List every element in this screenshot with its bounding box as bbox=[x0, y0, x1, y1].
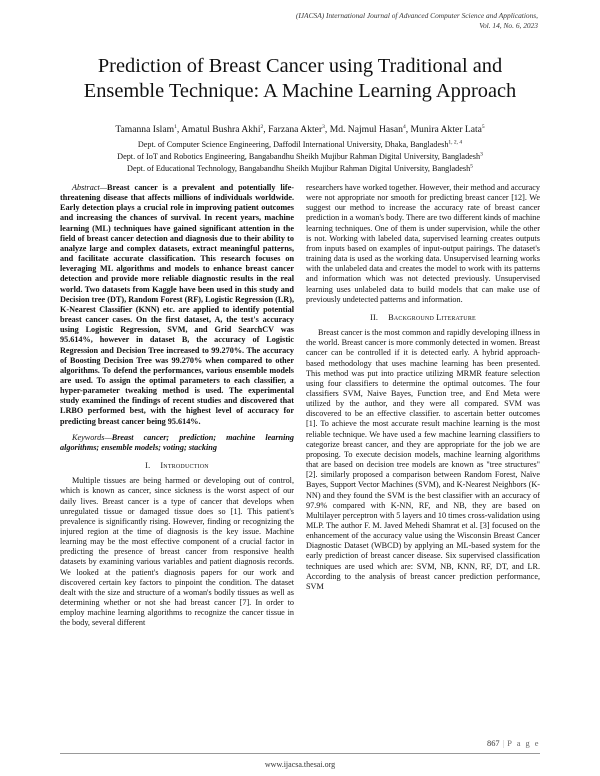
affiliation: Dept. of Computer Science Engineering, Daffodil International University, Dhaka, Bangladesh$^{1, 2, 4}$ bbox=[137, 139, 463, 149]
abstract-text: Breast cancer is a prevalent and potentially life-threatening disease that affects millions of individuals worldwide. Early detection plays a crucial role in improving patient outcomes and increasing the chances of survival. In recent years, machine learning (ML) techniques have gained significant attention in the field of breast cancer detection and diagnosis due to their ability to analyze large and complex datasets, extract meaningful patterns, and facilitate accurate classification. This research focuses on leveraging ML algorithms and models to enhance breast cancer detection and provide more reliable diagnostic results in the real world. Two datasets from Kaggle have been used in this study and Decision tree (DT), Random Forest (RF), Logistic Regression (LR), K-Nearest Classifier (KNN) etc. are applied to identify potential breast cancer cases. On the first dataset, A, the test's accuracy using Logistic Regression, SVM, and Grid SearchCV was 95.614%, however in dataset B, the accuracy of Logistic Regression and Decision Tree increased to 99.270%. The accuracy of Boosting Decision Tree was 99.270% when compared to other algorithms. To defend the performances, various ensemble models are used. To assign the optimal parameters to each classifier, a hyper-parameter tweaking method is used. The experimental study examined the findings of recent studies and discovered that LRBO performed best, with the highest level of accuracy for predicting breast cancer being 95.614%. bbox=[60, 183, 294, 426]
author-affil-marker: 5 bbox=[481, 123, 485, 130]
author-name: Md. Najmul Hasan bbox=[329, 124, 403, 135]
right-column bbox=[306, 183, 540, 592]
section-heading-introduction bbox=[60, 461, 294, 471]
journal-name: (IJACSA) International Journal of Advanced Computer Science and Applications, bbox=[295, 11, 538, 20]
keywords bbox=[60, 433, 294, 453]
page-number-box bbox=[487, 739, 540, 748]
section-title: Introduction bbox=[160, 461, 209, 471]
author-list: Tamanna Islam$^1$, Amatul Bushra Akhi$^2$, Farzana Akter$^3$, Md. Najmul Hasan$^4$, Munira Akter Lata$^5$ bbox=[115, 123, 485, 135]
section-number: II. bbox=[370, 312, 379, 322]
affiliation-list bbox=[40, 139, 560, 175]
author-affil-marker: 2 bbox=[260, 123, 264, 130]
abstract bbox=[60, 183, 294, 427]
author-name: Farzana Akter bbox=[268, 124, 323, 135]
paper-title-line-2: Ensemble Technique: A Machine Learning Approach bbox=[83, 80, 517, 102]
paper-title bbox=[40, 54, 560, 104]
left-column bbox=[60, 183, 294, 629]
affiliation: Dept. of Educational Technology, Bangabandhu Sheikh Mujibur Rahman Digital University, Bangladesh$^5$ bbox=[127, 163, 473, 173]
page-number: 867 bbox=[487, 739, 500, 748]
author-affil-marker: 4 bbox=[402, 123, 406, 130]
footer-divider bbox=[60, 753, 540, 754]
affiliation: Dept. of IoT and Robotics Engineering, Bangabandhu Sheikh Mujibur Rahman Digital University, Bangladesh$^3$ bbox=[117, 151, 483, 161]
page-label: P a g e bbox=[507, 739, 540, 748]
author-affil-marker: 3 bbox=[322, 123, 325, 130]
paper-title-line-1: Prediction of Breast Cancer using Traditional and bbox=[97, 55, 503, 77]
journal-volume: Vol. 14, No. 6, 2023 bbox=[479, 21, 538, 30]
affiliation-marker: 1, 2, 4 bbox=[448, 139, 463, 146]
journal-header bbox=[198, 11, 538, 31]
author-name: Munira Akter Lata bbox=[410, 124, 482, 135]
affiliation-marker: 5 bbox=[470, 163, 473, 170]
abstract-label: Abstract— bbox=[72, 183, 108, 192]
author-name: Tamanna Islam bbox=[115, 124, 175, 135]
intro-paragraph: Multiple tissues are being harmed or developing out of control, which is known as cancer, since sickness is the worst aspect of our daily lives. Breast cancer is a type of cancer that develops when unregulated tissue or damaged tissue does so [1]. This patient's prevalence is significantly rising. However, finding or recognizing the injured region at the time of diagnosis is the key issue. Machine learning may be the most effective component of a crucial factor in predicting the presence of breast cancer from responsive health datasets by examining various variables and patient diagnosis records. We looked at the patient's diagnosis papers for our work and discovered certain key factors to pinpoint the condition. The dataset dealt with the size and structure of a woman's bodily tissues as well as determining whether or not she had breast cancer [7]. In order to employ machine learning algorithms to recognize the cancer tissue in the body, several different bbox=[60, 476, 294, 628]
page-separator: | bbox=[502, 739, 505, 748]
section-heading-background bbox=[306, 313, 540, 323]
keywords-label: Keywords— bbox=[72, 432, 112, 442]
affiliation-marker: 3 bbox=[480, 151, 483, 158]
keywords-text: Breast cancer; prediction; machine learning algorithms; ensemble models; voting; stacking bbox=[60, 432, 294, 452]
author-affil-marker: 1 bbox=[174, 123, 177, 130]
section-title: Background Literature bbox=[388, 312, 476, 322]
background-paragraph: Breast cancer is the most common and rapidly developing illness in the world. Breast cancer is more commonly detected in women. Breast cancer can be controlled if it is detected early. A hybrid approach-based methodology that uses machine learning has been presented. This method was put into practice utilizing MRMR feature selection using four classifiers to determine the optimal outcomes. The four classifiers SVM, Naive Bayes, Function tree, and End Meta were utilized by the author, and they were all compared. SVM was discovered to be an effective classifier. to ascertain better outcomes [1]. To achieve the most accurate result machine learning is the most reliable technique. We have used a few machine learning classifiers to categorize breast cancer, and they are appropriate for the job we are proposing. To execute decision models, machine learning algorithms that are based on decision tree models are known as "tree structures" [2]. similarly proposed a comparison between Random Forest, Naïve Bayes, Support Vector Machines (SVM), and K-Nearest Neighbors (K-NN) and they found the SVM is the best classifier with an accuracy of 97.9% compared with K-NN, RF, and NB, they are based on Multilayer perceptron with 5 layers and 10 times cross-validation using MLP. The author F. M. Javed Mehedi Shamrat et al. [3] focused on the enhancement of the accuracy value using the Wisconsin Breast Cancer Diagnostic Dataset (WBCD) by applying an ML-based system for the early prediction of breast cancer disease. Six supervised classification techniques are used which are: SVM, NB, KNN, RF, DT, and LR. According to the analysis of breast cancer prediction performance, SVM bbox=[306, 328, 540, 591]
journal-url: www.ijacsa.thesai.org bbox=[264, 760, 336, 769]
author-name: Amatul Bushra Akhi bbox=[181, 124, 261, 135]
intro-paragraph-continued: researchers have worked together. However, their method and accuracy were not appropriate nor smooth for predicting breast cancer [12]. We suggest our method to increase the accuracy rate of breast cancer prediction in a woman's body. There are two different kinds of machine learning techniques. One of them is under supervision, while the other is not. Working with labeled data, supervised learning creates outputs from inputs based on examples of input-output pairings. The dataset's training data is used as the working data. Unsupervised learning works with the unlabeled data and creates the model to work with its patterns and information which was not detected previously. Unsupervised learning uses unlabeled data to build models that can make use of previously undetected patterns and information. bbox=[306, 183, 540, 304]
section-number: I. bbox=[145, 461, 151, 471]
